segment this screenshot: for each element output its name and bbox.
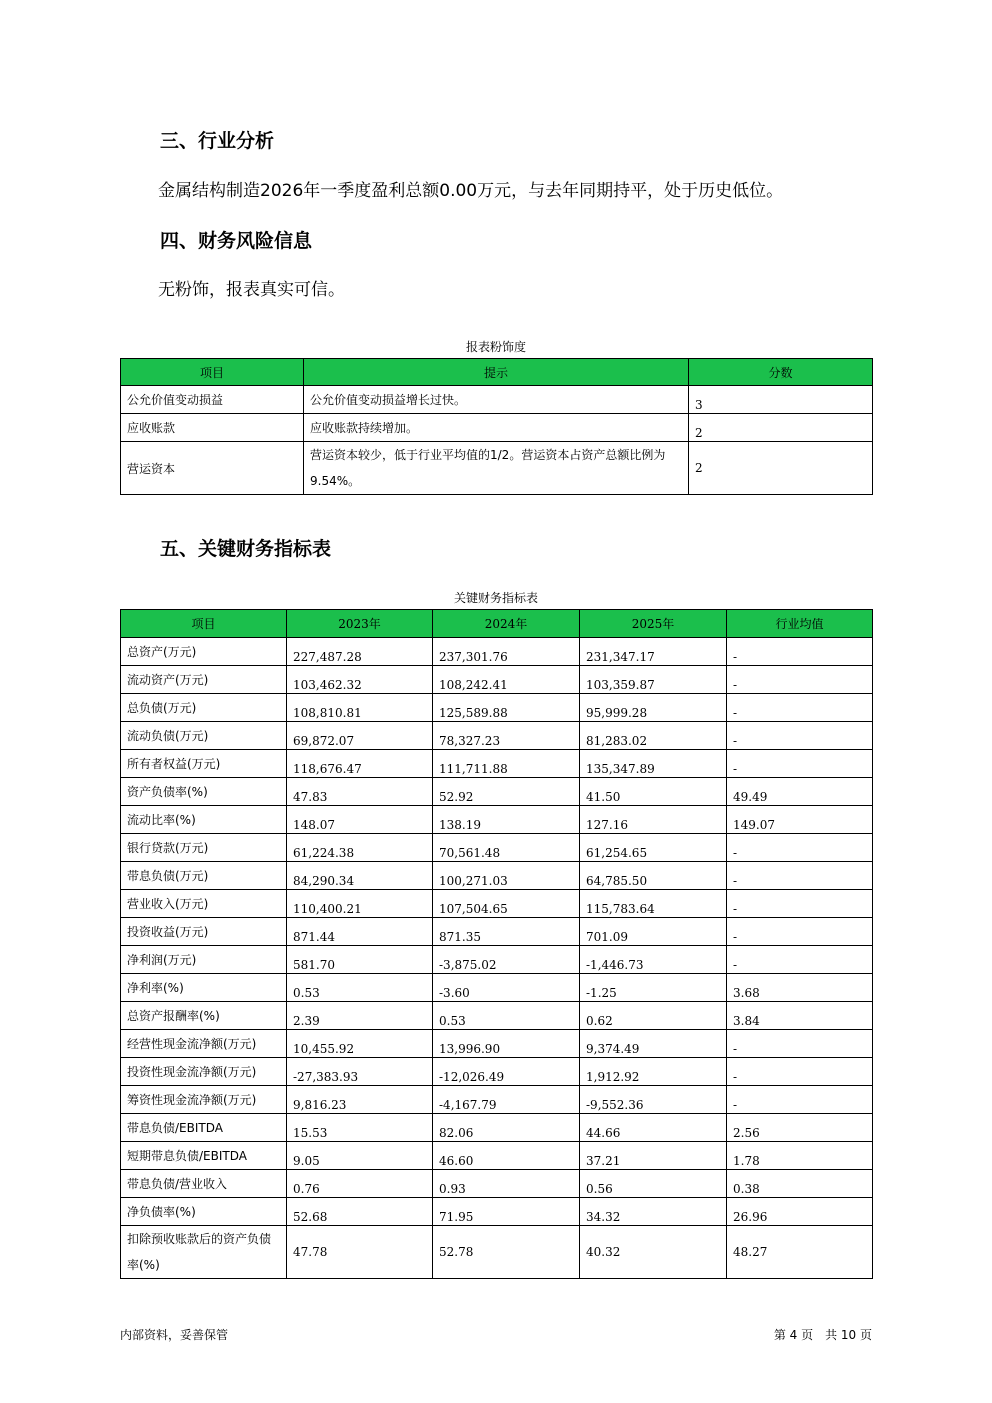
table-row: [121, 890, 873, 918]
kpi-item-cell: 筹资性现金流净额(万元): [121, 1086, 287, 1114]
kpi-2023-cell: 118,676.47: [287, 750, 433, 778]
risk-item-cell: 应收账款: [121, 414, 304, 442]
table-row: [121, 974, 873, 1002]
kpi-header-2025: 2025年: [580, 610, 727, 638]
kpi-industry-avg-cell: 149.07: [727, 806, 873, 834]
kpi-item-cell: 流动资产(万元): [121, 666, 287, 694]
kpi-2025-cell: 9,374.49: [580, 1030, 727, 1058]
risk-hint-cell: 营运资本较少，低于行业平均值的1/2。营运资本占资产总额比例为9.54%。: [304, 442, 689, 495]
kpi-item-cell: 流动负债(万元): [121, 722, 287, 750]
kpi-2023-cell: 15.53: [287, 1114, 433, 1142]
risk-header-score: 分数: [689, 359, 873, 386]
kpi-table-header-row: [121, 610, 873, 638]
kpi-2025-cell: -1,446.73: [580, 946, 727, 974]
kpi-2023-cell: 2.39: [287, 1002, 433, 1030]
kpi-2024-cell: 111,711.88: [433, 750, 580, 778]
kpi-2023-cell: 47.83: [287, 778, 433, 806]
footer-page-number: 第 4 页 共 10 页: [773, 1328, 872, 1342]
kpi-2024-cell: 871.35: [433, 918, 580, 946]
kpi-table-caption: 关键财务指标表: [453, 591, 538, 605]
kpi-industry-avg-cell: -: [727, 918, 873, 946]
kpi-industry-avg-cell: 3.68: [727, 974, 873, 1002]
kpi-2023-cell: 47.78: [287, 1226, 433, 1279]
kpi-2025-cell: -9,552.36: [580, 1086, 727, 1114]
kpi-industry-avg-cell: -: [727, 862, 873, 890]
kpi-industry-avg-cell: 2.56: [727, 1114, 873, 1142]
kpi-2024-cell: 237,301.76: [433, 638, 580, 666]
kpi-item-cell: 带息负债/EBITDA: [121, 1114, 287, 1142]
kpi-2025-cell: 34.32: [580, 1198, 727, 1226]
kpi-2025-cell: 115,783.64: [580, 890, 727, 918]
kpi-item-cell: 投资收益(万元): [121, 918, 287, 946]
table-row: [121, 1114, 873, 1142]
kpi-2023-cell: 0.76: [287, 1170, 433, 1198]
kpi-2024-cell: 125,589.88: [433, 694, 580, 722]
kpi-2025-cell: 40.32: [580, 1226, 727, 1279]
table-row: [121, 694, 873, 722]
table-row: [121, 750, 873, 778]
table-row: [121, 386, 873, 414]
kpi-2025-cell: 61,254.65: [580, 834, 727, 862]
kpi-2025-cell: 135,347.89: [580, 750, 727, 778]
kpi-2025-cell: 0.56: [580, 1170, 727, 1198]
table-row: [121, 806, 873, 834]
kpi-2024-cell: 70,561.48: [433, 834, 580, 862]
kpi-2023-cell: 110,400.21: [287, 890, 433, 918]
kpi-2023-cell: 10,455.92: [287, 1030, 433, 1058]
kpi-item-cell: 经营性现金流净额(万元): [121, 1030, 287, 1058]
kpi-2025-cell: 37.21: [580, 1142, 727, 1170]
kpi-2025-cell: 44.66: [580, 1114, 727, 1142]
kpi-2023-cell: 61,224.38: [287, 834, 433, 862]
kpi-2024-cell: -12,026.49: [433, 1058, 580, 1086]
kpi-industry-avg-cell: -: [727, 890, 873, 918]
kpi-2025-cell: 0.62: [580, 1002, 727, 1030]
kpi-industry-avg-cell: 49.49: [727, 778, 873, 806]
table-row: [121, 1198, 873, 1226]
kpi-2024-cell: 52.78: [433, 1226, 580, 1279]
kpi-item-cell: 营业收入(万元): [121, 890, 287, 918]
kpi-industry-avg-cell: -: [727, 694, 873, 722]
risk-header-hint: 提示: [304, 359, 689, 386]
kpi-industry-avg-cell: -: [727, 666, 873, 694]
risk-table-caption: 报表粉饰度: [465, 340, 526, 354]
table-row: [121, 1226, 873, 1279]
risk-hint-cell: 应收账款持续增加。: [304, 414, 689, 442]
kpi-industry-avg-cell: -: [727, 638, 873, 666]
kpi-industry-avg-cell: 0.38: [727, 1170, 873, 1198]
table-row: [121, 666, 873, 694]
kpi-2024-cell: 78,327.23: [433, 722, 580, 750]
table-row: [121, 1170, 873, 1198]
kpi-item-cell: 扣除预收账款后的资产负债率(%): [121, 1226, 287, 1279]
kpi-2024-cell: 71.95: [433, 1198, 580, 1226]
kpi-industry-avg-cell: -: [727, 722, 873, 750]
kpi-item-cell: 总资产(万元): [121, 638, 287, 666]
kpi-2023-cell: 69,872.07: [287, 722, 433, 750]
kpi-industry-avg-cell: -: [727, 1086, 873, 1114]
risk-table-header-row: [121, 359, 873, 386]
kpi-header-item: 项目: [121, 610, 287, 638]
risk-score-cell: 2: [689, 414, 873, 442]
kpi-industry-avg-cell: 26.96: [727, 1198, 873, 1226]
kpi-2024-cell: 138.19: [433, 806, 580, 834]
kpi-2025-cell: 103,359.87: [580, 666, 727, 694]
kpi-2024-cell: -3,875.02: [433, 946, 580, 974]
kpi-item-cell: 净利润(万元): [121, 946, 287, 974]
kpi-header-industry-avg: 行业均值: [727, 610, 873, 638]
kpi-2023-cell: 871.44: [287, 918, 433, 946]
kpi-2025-cell: 95,999.28: [580, 694, 727, 722]
table-row: [121, 414, 873, 442]
table-row: [121, 638, 873, 666]
risk-hint-cell: 公允价值变动损益增长过快。: [304, 386, 689, 414]
table-row: [121, 834, 873, 862]
table-row: [121, 1058, 873, 1086]
kpi-2024-cell: 0.93: [433, 1170, 580, 1198]
kpi-industry-avg-cell: 3.84: [727, 1002, 873, 1030]
kpi-industry-avg-cell: 1.78: [727, 1142, 873, 1170]
kpi-2023-cell: 52.68: [287, 1198, 433, 1226]
kpi-industry-avg-cell: -: [727, 750, 873, 778]
kpi-item-cell: 资产负债率(%): [121, 778, 287, 806]
kpi-2023-cell: 581.70: [287, 946, 433, 974]
risk-item-cell: 公允价值变动损益: [121, 386, 304, 414]
kpi-header-2024: 2024年: [433, 610, 580, 638]
risk-score-cell: 2: [689, 442, 873, 495]
kpi-2025-cell: 701.09: [580, 918, 727, 946]
kpi-2024-cell: -3.60: [433, 974, 580, 1002]
kpi-item-cell: 短期带息负债/EBITDA: [121, 1142, 287, 1170]
kpi-2024-cell: 107,504.65: [433, 890, 580, 918]
section-4-text: 无粉饰，报表真实可信。: [158, 280, 345, 300]
kpi-2024-cell: 46.60: [433, 1142, 580, 1170]
risk-header-item: 项目: [121, 359, 304, 386]
table-row: [121, 778, 873, 806]
kpi-item-cell: 银行贷款(万元): [121, 834, 287, 862]
kpi-item-cell: 带息负债/营业收入: [121, 1170, 287, 1198]
kpi-2024-cell: 108,242.41: [433, 666, 580, 694]
kpi-2024-cell: -4,167.79: [433, 1086, 580, 1114]
kpi-item-cell: 总资产报酬率(%): [121, 1002, 287, 1030]
footer-confidential-note: 内部资料，妥善保管: [120, 1328, 229, 1342]
kpi-2025-cell: 231,347.17: [580, 638, 727, 666]
section-3-text: 金属结构制造2026年一季度盈利总额0.00万元，与去年同期持平，处于历史低位。: [158, 181, 784, 201]
table-row: [121, 442, 873, 495]
kpi-2024-cell: 100,271.03: [433, 862, 580, 890]
kpi-2023-cell: 84,290.34: [287, 862, 433, 890]
kpi-2024-cell: 13,996.90: [433, 1030, 580, 1058]
kpi-2023-cell: 103,462.32: [287, 666, 433, 694]
kpi-item-cell: 总负债(万元): [121, 694, 287, 722]
kpi-industry-avg-cell: -: [727, 1030, 873, 1058]
kpi-industry-avg-cell: 48.27: [727, 1226, 873, 1279]
table-row: [121, 862, 873, 890]
kpi-item-cell: 净负债率(%): [121, 1198, 287, 1226]
kpi-2025-cell: 41.50: [580, 778, 727, 806]
kpi-2023-cell: 9,816.23: [287, 1086, 433, 1114]
kpi-2025-cell: 1,912.92: [580, 1058, 727, 1086]
kpi-2024-cell: 0.53: [433, 1002, 580, 1030]
kpi-item-cell: 所有者权益(万元): [121, 750, 287, 778]
section-5-title: 五、关键财务指标表: [160, 538, 332, 560]
kpi-item-cell: 投资性现金流净额(万元): [121, 1058, 287, 1086]
section-4-title: 四、财务风险信息: [160, 230, 313, 252]
kpi-header-2023: 2023年: [287, 610, 433, 638]
kpi-2023-cell: -27,383.93: [287, 1058, 433, 1086]
kpi-2023-cell: 0.53: [287, 974, 433, 1002]
kpi-item-cell: 流动比率(%): [121, 806, 287, 834]
kpi-2025-cell: 81,283.02: [580, 722, 727, 750]
kpi-item-cell: 净利率(%): [121, 974, 287, 1002]
section-3-title: 三、行业分析: [160, 130, 275, 152]
table-row: [121, 946, 873, 974]
risk-item-cell: 营运资本: [121, 442, 304, 495]
table-row: [121, 918, 873, 946]
risk-score-cell: 3: [689, 386, 873, 414]
kpi-2024-cell: 52.92: [433, 778, 580, 806]
kpi-industry-avg-cell: -: [727, 946, 873, 974]
risk-table: [120, 358, 873, 495]
table-row: [121, 1086, 873, 1114]
kpi-industry-avg-cell: -: [727, 1058, 873, 1086]
table-row: [121, 1002, 873, 1030]
kpi-table: [120, 609, 873, 1279]
kpi-2023-cell: 9.05: [287, 1142, 433, 1170]
kpi-2023-cell: 227,487.28: [287, 638, 433, 666]
table-row: [121, 1030, 873, 1058]
kpi-item-cell: 带息负债(万元): [121, 862, 287, 890]
kpi-2023-cell: 108,810.81: [287, 694, 433, 722]
kpi-2025-cell: 64,785.50: [580, 862, 727, 890]
kpi-industry-avg-cell: -: [727, 834, 873, 862]
table-row: [121, 1142, 873, 1170]
kpi-2025-cell: -1.25: [580, 974, 727, 1002]
kpi-2024-cell: 82.06: [433, 1114, 580, 1142]
kpi-2023-cell: 148.07: [287, 806, 433, 834]
table-row: [121, 722, 873, 750]
kpi-2025-cell: 127.16: [580, 806, 727, 834]
